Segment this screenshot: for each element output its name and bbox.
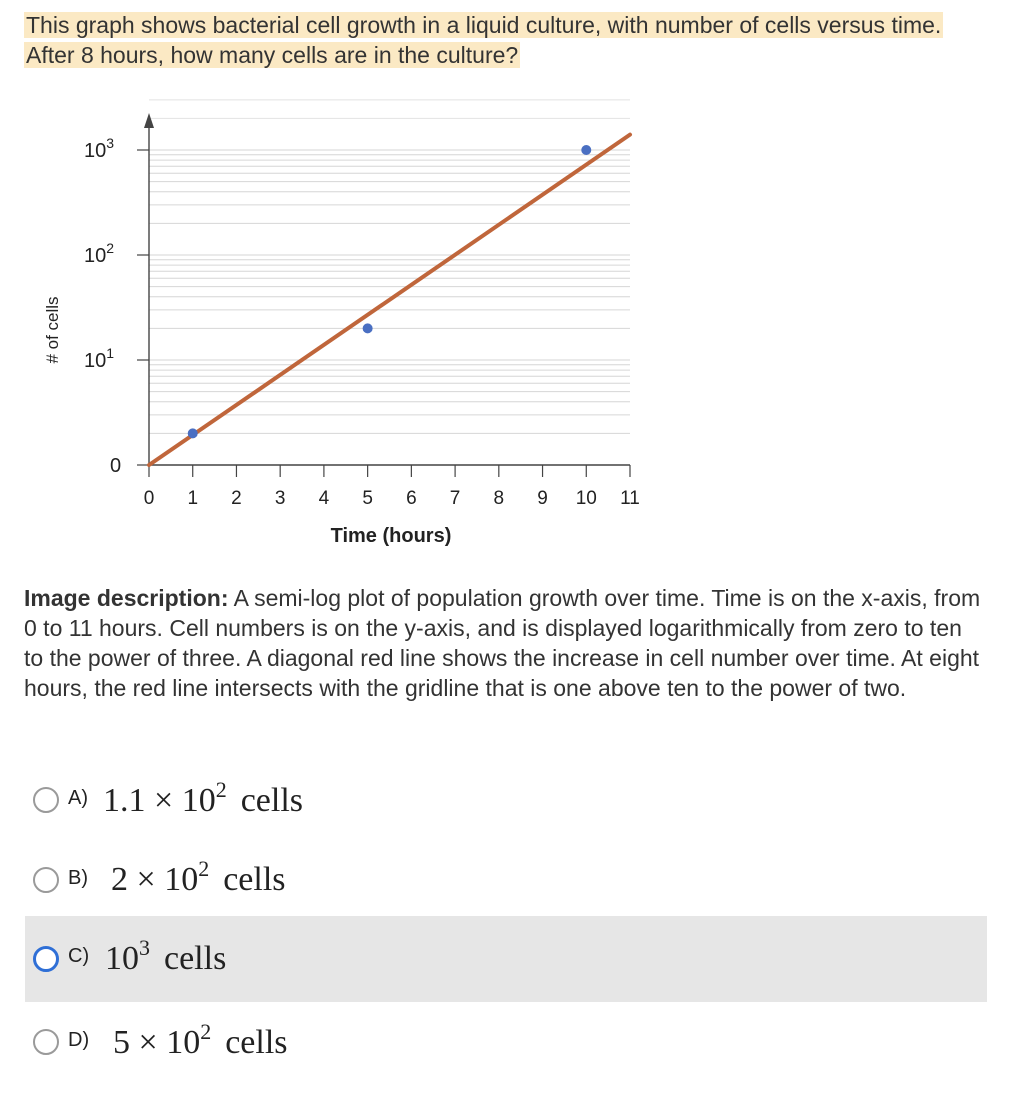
x-tick-label: 1 xyxy=(187,488,199,509)
growth-line xyxy=(149,135,630,465)
x-tick-label: 7 xyxy=(449,488,461,509)
option-c[interactable] xyxy=(25,916,987,1002)
data-point xyxy=(188,428,198,438)
option-answer: $1.1 \times 10^2$ cells xyxy=(103,777,303,819)
option-letter: A) xyxy=(68,787,88,809)
description-text: A semi-log plot of population growth over time. Time is on the x-axis, from 0 to 11 hours. Cell numbers is on the y-axis, and is displayed logarithmically from zero to ten to the power of three. A diagonal red line shows the increase in cell number over time. At eight hours, the red line intersects with the gridline that is one above ten to the power of two. xyxy=(24,585,981,701)
radio-c[interactable] xyxy=(33,946,59,972)
option-letter: B) xyxy=(68,867,88,889)
x-tick-label: 0 xyxy=(143,488,155,509)
x-tick-label: 3 xyxy=(274,488,286,509)
x-tick-label: 4 xyxy=(318,488,330,509)
x-tick-label: 8 xyxy=(493,488,505,509)
option-a[interactable] xyxy=(25,758,987,844)
description-label: Image description: xyxy=(24,585,229,611)
x-tick-label: 6 xyxy=(406,488,417,509)
option-letter: C) xyxy=(68,945,90,967)
y-axis-arrow xyxy=(144,113,154,128)
option-d[interactable] xyxy=(25,1000,987,1086)
y-tick-label: $10^2$ xyxy=(84,240,115,267)
x-tick-label: 11 xyxy=(620,488,640,509)
option-answer: $2 \times 10^2$ cells xyxy=(111,856,286,898)
y-axis-label: # of cells xyxy=(43,296,62,364)
data-point xyxy=(581,145,591,155)
question-highlight: This graph shows bacterial cell growth in a liquid culture, with number of cells versus time. After 8 hours, how many cells are in the culture? xyxy=(26,12,942,68)
x-tick-label: 2 xyxy=(231,488,242,509)
y-tick-label: $10^1$ xyxy=(84,345,115,372)
option-letter: D) xyxy=(68,1029,90,1051)
radio-a[interactable] xyxy=(33,787,59,813)
option-answer: $10^3$ cells xyxy=(105,935,227,977)
option-answer: $5 \times 10^2$ cells xyxy=(113,1019,288,1061)
y-tick-label: $10^3$ xyxy=(84,135,115,162)
x-tick-label: 9 xyxy=(537,488,548,509)
semi-log-chart xyxy=(0,95,700,565)
radio-b[interactable] xyxy=(33,867,59,893)
x-tick-label: 5 xyxy=(362,488,373,509)
image-description xyxy=(24,583,984,703)
y-tick-label: 0 xyxy=(110,455,122,477)
x-tick-label: 10 xyxy=(575,488,597,509)
option-b[interactable] xyxy=(25,836,987,922)
question-text xyxy=(24,10,989,70)
x-axis-label: Time (hours) xyxy=(330,525,452,547)
radio-d[interactable] xyxy=(33,1029,59,1055)
data-point xyxy=(363,323,373,333)
